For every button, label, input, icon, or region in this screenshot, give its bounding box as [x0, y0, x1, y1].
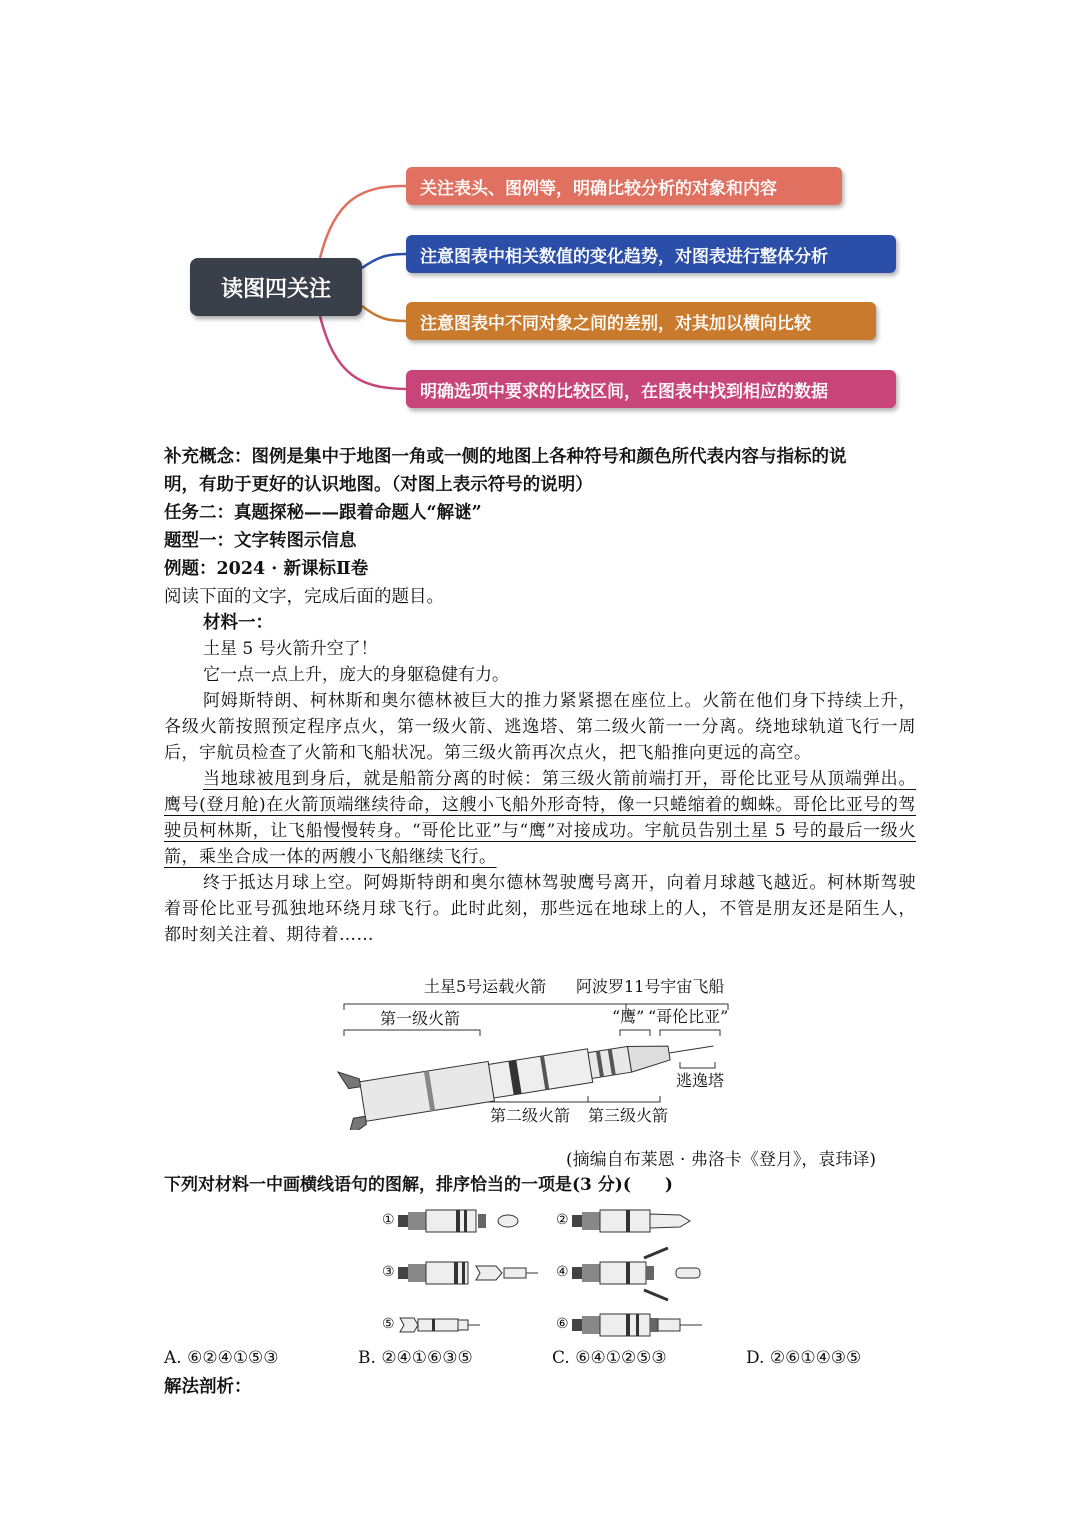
question-stem: 下列对材料一中画横线语句的图解，排序恰当的一项是(3 分)( ) — [164, 1175, 673, 1195]
paragraph-5: 终于抵达月球上空。阿姆斯特朗和奥尔德林驾驶鹰号离开，向着月球越飞越近。柯林斯驾驶着哥伦比亚号孤独地环绕月球飞行。此时此刻，那些远在地球上的人，不管是朋友还是陌生人，都时刻关注着、期待着…… — [164, 873, 916, 945]
figure-1-number: ① — [382, 1212, 395, 1228]
mindmap-branch-4: 明确选项中要求的比较区间，在图表中找到相应的数据 — [406, 370, 896, 408]
option-d-value: ②⑥①④③⑤ — [769, 1348, 862, 1368]
option-b[interactable] — [358, 1348, 473, 1368]
figure-5-diagram — [396, 1310, 486, 1340]
label-apollo-11: 阿波罗11号宇宙飞船 — [576, 977, 725, 996]
option-a-value: ⑥②④①⑤③ — [187, 1348, 279, 1368]
mindmap-connectors — [0, 0, 1080, 430]
supplement-line-2: 明，有助于更好的认识地图。（对图上表示符号的说明） — [164, 475, 593, 495]
paragraph-3: 阿姆斯特朗、柯林斯和奥尔德林被巨大的推力紧紧摁在座位上。火箭在他们身下持续上升，各级火箭按照预定程序点火，第一级火箭、逃逸塔、第二级火箭一一分离。绕地球轨道飞行一周后，宇航员检查了火箭和飞船状况。第三级火箭再次点火，把飞船推向更远的高空。 — [164, 691, 916, 763]
option-d[interactable] — [746, 1348, 861, 1368]
label-columbia: “哥伦比亚” — [648, 1007, 729, 1026]
figure-6-number: ⑥ — [556, 1316, 569, 1332]
supplement-line-1: 补充概念：图例是集中于地图一角或一侧的地图上各种符号和颜色所代表内容与指标的说 — [164, 447, 847, 467]
figure-5-number: ⑤ — [382, 1316, 395, 1332]
paragraph-4-underlined — [164, 766, 916, 870]
label-eagle: “鹰” — [612, 1007, 645, 1026]
option-a[interactable] — [164, 1348, 279, 1368]
task-heading: 任务二：真题探秘——跟着命题人“解谜” — [164, 503, 482, 523]
paragraph-1: 土星 5 号火箭升空了！ — [203, 639, 378, 659]
option-d-letter: D. — [746, 1348, 765, 1368]
analysis-heading: 解法剖析： — [164, 1377, 252, 1397]
figure-3-number: ③ — [382, 1264, 395, 1280]
source-citation: (摘编自布莱恩 · 弗洛卡《登月》，袁玮译) — [566, 1150, 876, 1170]
figure-2-number: ② — [556, 1212, 569, 1228]
figure-4-diagram — [570, 1246, 720, 1302]
label-third-stage: 第三级火箭 — [588, 1106, 669, 1125]
figure-1-diagram — [396, 1206, 526, 1236]
example-heading: 例题：2024 · 新课标Ⅱ卷 — [164, 559, 369, 579]
option-c[interactable] — [552, 1348, 667, 1368]
figure-2-diagram — [570, 1206, 700, 1236]
option-c-value: ⑥④①②⑤③ — [575, 1348, 667, 1368]
figure-4-number: ④ — [556, 1264, 569, 1280]
underlined-text: 当地球被甩到身后，就是船箭分离的时候：第三级火箭前端打开，哥伦比亚号从顶端弹出。鹰号(登月舱)在火箭顶端继续待命，这艘小飞船外形奇特，像一只蜷缩着的蜘蛛。哥伦比亚号的驾驶员柯林斯，让飞船慢慢转身。“哥伦比亚”与“鹰”对接成功。宇航员告别土星 5 号的最后一级火箭，乘坐合成一体的两艘小飞船继续飞行。 — [164, 769, 916, 867]
mindmap-root: 读图四关注 — [190, 258, 362, 316]
type-heading: 题型一：文字转图示信息 — [164, 531, 357, 551]
material-label: 材料一： — [203, 613, 273, 633]
label-first-stage: 第一级火箭 — [380, 1009, 461, 1028]
option-b-value: ②④①⑥③⑤ — [381, 1348, 473, 1368]
label-saturn-v: 土星5号运载火箭 — [424, 977, 547, 996]
mindmap-branch-1: 关注表头、图例等，明确比较分析的对象和内容 — [406, 167, 842, 205]
paragraph-2: 它一点一点上升，庞大的身躯稳健有力。 — [203, 665, 509, 685]
mindmap-branch-3: 注意图表中不同对象之间的差别，对其加以横向比较 — [406, 302, 876, 340]
label-escape-tower: 逃逸塔 — [676, 1071, 725, 1090]
option-c-letter: C. — [552, 1348, 570, 1368]
figure-3-diagram — [396, 1258, 546, 1288]
label-second-stage: 第二级火箭 — [490, 1106, 571, 1125]
mindmap-branch-2: 注意图表中相关数值的变化趋势，对图表进行整体分析 — [406, 235, 896, 273]
option-b-letter: B. — [358, 1348, 376, 1368]
instruction: 阅读下面的文字，完成后面的题目。 — [164, 587, 444, 607]
option-a-letter: A. — [164, 1348, 182, 1368]
figure-6-diagram — [570, 1310, 720, 1340]
